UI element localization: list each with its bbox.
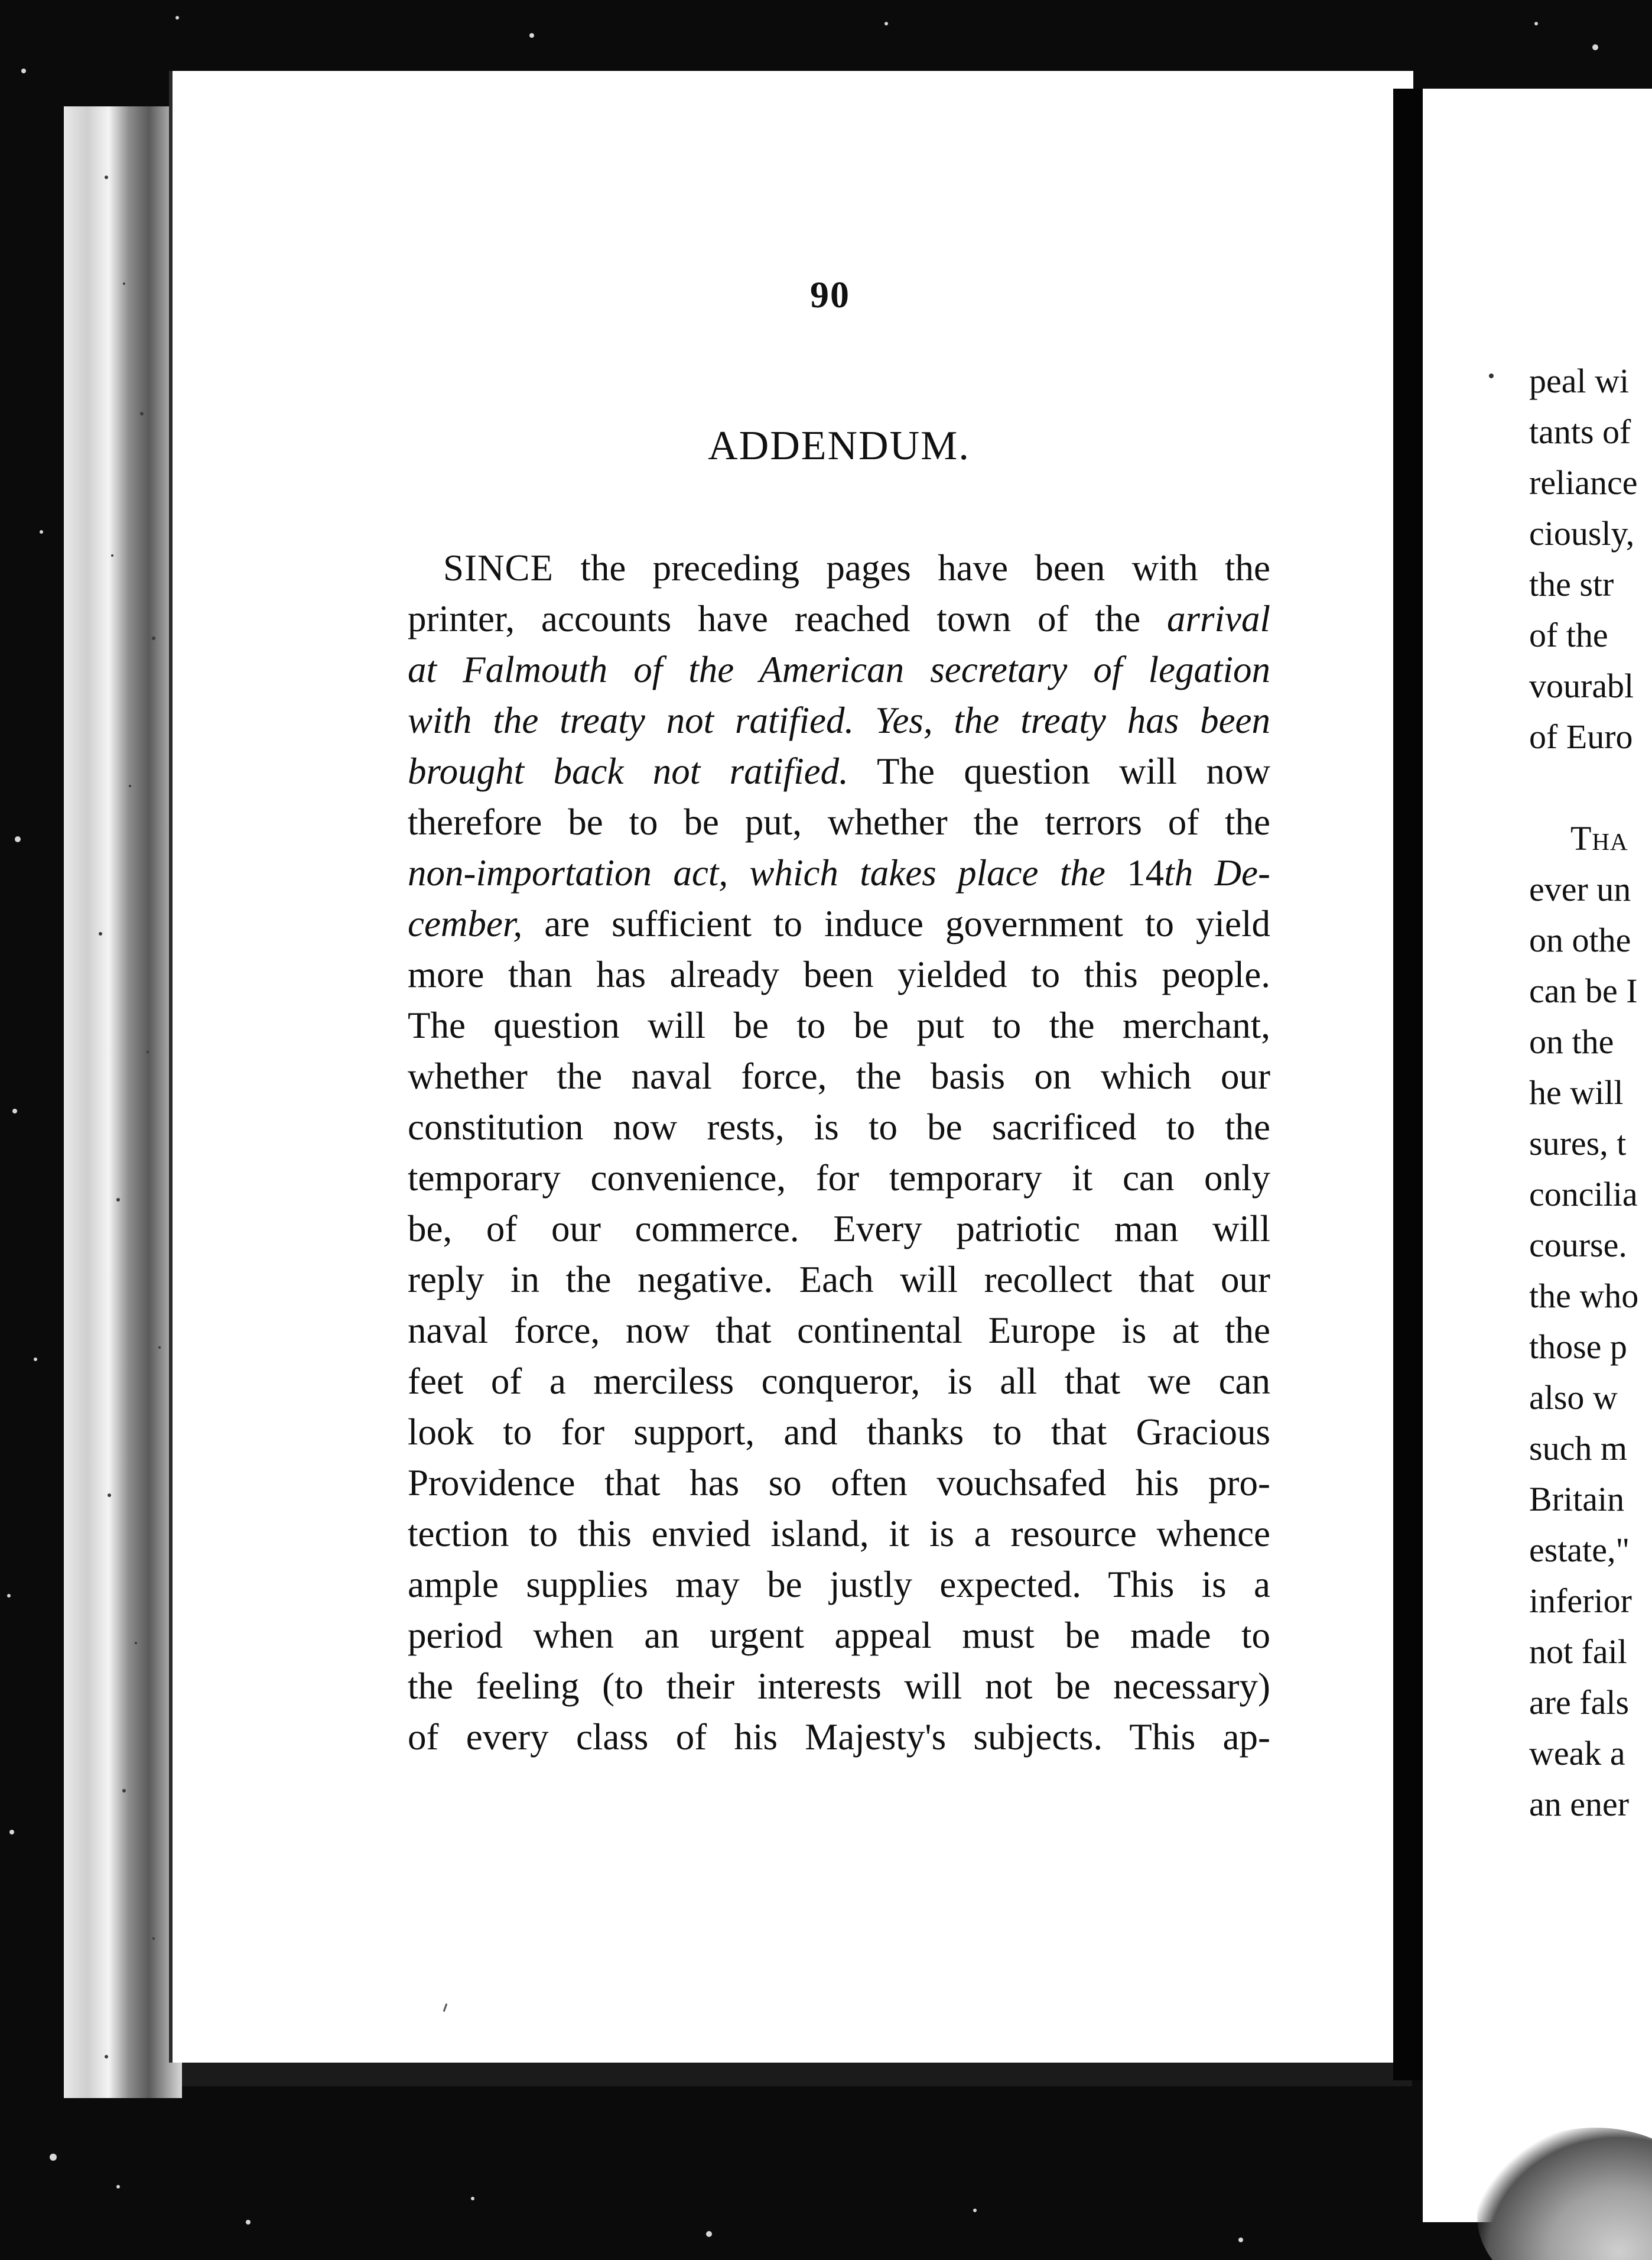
- right-text-line: the who: [1529, 1277, 1639, 1315]
- text-line: [408, 1661, 1270, 1712]
- right-text-line: of the: [1529, 616, 1608, 654]
- right-text-line: concilia: [1529, 1175, 1638, 1213]
- right-text-line: such m: [1529, 1429, 1627, 1467]
- text-line: [408, 1305, 1270, 1356]
- text-line: [408, 695, 1270, 746]
- right-text-line: also w: [1529, 1378, 1618, 1417]
- text-run: look to for support, and thanks to that Gracious: [408, 1411, 1270, 1453]
- page-number: 90: [810, 274, 850, 316]
- text-run: whether the naval force, the basis on which our: [408, 1056, 1270, 1097]
- text-line: [408, 644, 1270, 695]
- text-line: [408, 593, 1270, 644]
- text-run: The question will be to be put to the merchant,: [408, 1005, 1270, 1046]
- text-line: [408, 1102, 1270, 1152]
- text-run: constitution now rests, is to be sacrificed to the: [408, 1106, 1270, 1148]
- right-text-line: tants of: [1529, 413, 1631, 451]
- text-line: [408, 746, 1270, 797]
- text-run: 14: [1105, 852, 1165, 894]
- text-line: [408, 1457, 1270, 1508]
- right-text-line: can be I: [1529, 972, 1638, 1010]
- text-run: the preceding pages have been with the: [554, 547, 1270, 589]
- right-page-text: [1529, 356, 1652, 1830]
- text-run: temporary convenience, for temporary it can only: [408, 1157, 1270, 1199]
- text-run: ample supplies may be justly expected. This is a: [408, 1564, 1270, 1605]
- addendum-paragraph: [408, 543, 1270, 1762]
- margin-mark: [1489, 374, 1494, 378]
- text-run: feet of a merciless conqueror, is all that we can: [408, 1360, 1270, 1402]
- text-line: [408, 1407, 1270, 1457]
- right-text-line: Tha: [1570, 819, 1628, 858]
- text-run: SINCE: [443, 547, 554, 589]
- text-line: [408, 848, 1270, 898]
- right-text-line: sures, t: [1529, 1124, 1627, 1163]
- text-line: [408, 543, 1270, 593]
- text-run: brought back not ratified.: [408, 751, 848, 792]
- text-run: of every class of his Majesty's subjects. This ap-: [408, 1716, 1270, 1758]
- right-text-line: the str: [1529, 565, 1614, 603]
- text-line: [408, 949, 1270, 1000]
- text-run: tection to this envied island, it is a resource whence: [408, 1513, 1270, 1554]
- text-line: [408, 1152, 1270, 1203]
- right-text-line: course.: [1529, 1226, 1627, 1264]
- right-text-line: reliance: [1529, 463, 1638, 502]
- text-run: the feeling (to their interests will not be necessary): [408, 1665, 1270, 1707]
- right-text-line: ever un: [1529, 870, 1631, 908]
- right-text-line: Britain: [1529, 1480, 1625, 1518]
- text-run: be, of our commerce. Every patriotic man will: [408, 1208, 1270, 1249]
- right-text-line: estate,": [1529, 1531, 1630, 1569]
- text-run: period when an urgent appeal must be made to: [408, 1615, 1270, 1656]
- text-run: The question will now: [848, 751, 1270, 792]
- right-text-line: are fals: [1529, 1683, 1630, 1722]
- text-run: arrival: [1166, 598, 1270, 639]
- right-text-line: he will: [1529, 1073, 1624, 1112]
- text-run: printer, accounts have reached town of the: [408, 598, 1167, 639]
- right-text-line: not fail: [1529, 1632, 1627, 1671]
- right-text-line: on othe: [1529, 921, 1631, 959]
- text-run: at Falmouth of the American secretary of legation: [408, 649, 1270, 690]
- text-line: [408, 1610, 1270, 1661]
- right-text-line: weak a: [1529, 1734, 1625, 1772]
- right-text-line: inferior: [1529, 1582, 1632, 1620]
- text-run: naval force, now that continental Europe is at the: [408, 1310, 1270, 1351]
- right-text-line: of Euro: [1529, 717, 1633, 756]
- right-text-line: an ener: [1529, 1785, 1630, 1823]
- text-run: reply in the negative. Each will recollect that our: [408, 1259, 1270, 1300]
- text-line: [408, 898, 1270, 949]
- right-text-line: vourabl: [1529, 667, 1634, 705]
- right-text-line: those p: [1529, 1327, 1627, 1366]
- right-text-line: ciously,: [1529, 514, 1635, 553]
- text-run: are sufficient to induce government to yield: [522, 903, 1270, 944]
- right-text-line: [1529, 762, 1652, 813]
- text-line: [408, 1356, 1270, 1407]
- book-gutter: [1393, 89, 1423, 2080]
- text-line: [408, 797, 1270, 848]
- text-line: [408, 1508, 1270, 1559]
- text-line: [408, 1254, 1270, 1305]
- text-run: with the treaty not ratified. Yes, the treaty has been: [408, 700, 1270, 741]
- text-run: non-importation act, which takes place the: [408, 852, 1105, 894]
- right-text-line: peal wi: [1529, 362, 1630, 400]
- text-run: Providence that has so often vouchsafed his pro-: [408, 1462, 1270, 1504]
- text-run: th De-: [1164, 852, 1270, 894]
- text-run: more than has already been yielded to this people.: [408, 954, 1270, 995]
- text-line: [408, 1559, 1270, 1610]
- text-run: cember,: [408, 903, 523, 944]
- text-run: therefore be to be put, whether the terrors of the: [408, 801, 1270, 843]
- right-text-line: on the: [1529, 1022, 1614, 1061]
- text-line: [408, 1000, 1270, 1051]
- text-line: [408, 1051, 1270, 1102]
- page-heading: ADDENDUM.: [708, 423, 970, 469]
- text-line: [408, 1712, 1270, 1762]
- text-line: [408, 1203, 1270, 1254]
